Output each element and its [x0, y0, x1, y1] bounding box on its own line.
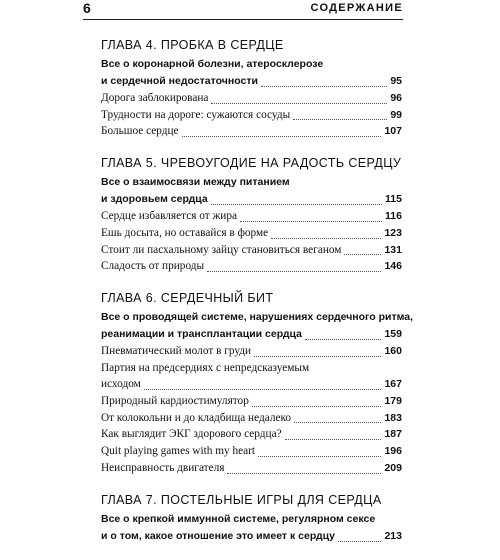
page-ref: 107	[384, 125, 402, 138]
entry-label: Стоит ли пасхальному зайцу становиться веганом	[101, 243, 342, 256]
toc-entry[interactable]	[101, 426, 402, 443]
page-ref: 209	[384, 461, 402, 474]
page-ref: 160	[384, 344, 402, 357]
chapter-title: ГЛАВА 7. ПОСТЕЛЬНЫЕ ИГРЫ ДЛЯ СЕРДЦА	[101, 492, 382, 507]
chapter-summary-line: Все о крепкой иммунной системе, регулярном сексе	[101, 512, 376, 525]
entry-label: Большое сердце	[101, 125, 179, 138]
toc-entry[interactable]	[101, 123, 402, 140]
page-ref: 131	[384, 243, 402, 256]
page-ref: 159	[384, 327, 402, 340]
dot-leader	[305, 338, 382, 340]
toc-entry[interactable]	[101, 242, 402, 259]
running-title: СОДЕРЖАНИЕ	[310, 2, 403, 14]
page-ref: 96	[390, 92, 402, 104]
entry-label: Дорога заблокирована	[101, 92, 209, 104]
page-ref: 179	[384, 395, 402, 408]
chapter-title: ГЛАВА 4. ПРОБКА В СЕРДЦЕ	[101, 38, 284, 52]
dot-leader	[207, 270, 381, 272]
toc-entry[interactable]	[101, 225, 402, 242]
entry-label: Трудности на дороге: сужаются сосуды	[101, 108, 291, 121]
table-of-contents	[101, 37, 414, 560]
chapter-title: ГЛАВА 6. СЕРДЕЧНЫЙ БИТ	[101, 290, 274, 305]
page-ref: 213	[384, 529, 402, 542]
chapter-summary-line: реанимации и трансплантации сердца	[101, 327, 302, 340]
page-ref: 115	[385, 193, 402, 206]
dot-leader	[254, 355, 381, 357]
toc-entry[interactable]	[101, 90, 402, 107]
page-ref: 99	[390, 108, 402, 121]
toc-entry[interactable]	[101, 410, 402, 427]
entry-label[interactable]: Партия на предсердиях с непредсказуемым	[101, 361, 310, 374]
dot-leader	[211, 203, 382, 205]
dot-leader	[252, 405, 382, 407]
dot-leader	[338, 540, 382, 542]
entry-label: Природный кардиостимулятор	[101, 395, 249, 408]
page-ref: 187	[384, 428, 402, 441]
dot-leader	[261, 85, 387, 87]
chapter-summary-line: Все о коронарной болезни, атеросклерозе	[101, 58, 324, 70]
dot-leader	[285, 438, 382, 440]
dot-leader	[240, 220, 382, 222]
entry-label: Quit playing games with my heart	[101, 445, 256, 458]
chapter-6	[101, 290, 414, 477]
chapter-summary-entry[interactable]	[101, 528, 402, 545]
chapter-summary-line: Все о проводящей системе, нарушениях сердечного ритма,	[101, 310, 414, 323]
entry-label: Как выглядит ЭКГ здорового сердца?	[101, 428, 282, 441]
page-ref: 167	[384, 378, 402, 391]
chapter-summary-entry[interactable]	[101, 326, 402, 343]
dot-leader	[227, 472, 381, 474]
dot-leader	[211, 102, 387, 104]
entry-label: От колокольни и до кладбища недалеко	[101, 411, 292, 424]
chapter-title: ГЛАВА 5. ЧРЕВОУГОДИЕ НА РАДОСТЬ СЕРДЦУ	[101, 156, 402, 171]
entry-label-continuation: исходом	[101, 378, 141, 391]
page-ref: 196	[384, 445, 402, 458]
toc-entry[interactable]	[101, 460, 402, 477]
toc-entry[interactable]	[101, 208, 402, 225]
chapter-summary-entry[interactable]	[101, 191, 402, 208]
page-number: 6	[83, 0, 91, 16]
page-ref: 95	[390, 75, 402, 87]
page-ref: 183	[384, 411, 402, 424]
chapter-7	[101, 492, 402, 545]
entry-label: Сердце избавляется от жира	[101, 210, 238, 223]
chapter-summary-line: и здоровьем сердца	[101, 193, 208, 206]
chapter-summary-line: Все о взаимосвязи между питанием	[101, 176, 290, 189]
toc-entry[interactable]	[101, 376, 402, 393]
chapter-summary-line: и о том, какое отношение это имеет к сердцу	[101, 529, 335, 542]
dot-leader	[258, 455, 381, 457]
entry-label: Ешь досыта, но оставайся в форме	[101, 226, 269, 239]
toc-entry[interactable]	[101, 107, 402, 124]
page-ref: 123	[384, 226, 402, 239]
page-ref: 116	[385, 210, 402, 223]
entry-label: Неисправность двигателя	[101, 461, 225, 474]
chapter-5	[101, 155, 402, 275]
page-ref: 146	[384, 260, 402, 273]
dot-leader	[144, 388, 382, 390]
toc-entry[interactable]	[101, 343, 402, 360]
entry-label: Сладость от природы	[101, 260, 205, 273]
dot-leader	[344, 253, 381, 255]
dot-leader	[271, 237, 381, 239]
entry-label: Пневматический молот в груди	[101, 344, 252, 357]
toc-entry[interactable]	[101, 393, 402, 410]
chapter-summary-entry[interactable]	[101, 73, 402, 90]
header-rule	[83, 19, 403, 20]
dot-leader	[294, 421, 381, 423]
chapter-4	[101, 37, 402, 140]
toc-entry[interactable]	[101, 443, 402, 460]
dot-leader	[182, 135, 382, 137]
dot-leader	[293, 118, 387, 120]
toc-entry[interactable]	[101, 258, 402, 275]
chapter-summary-line: и сердечной недостаточности	[101, 75, 258, 87]
